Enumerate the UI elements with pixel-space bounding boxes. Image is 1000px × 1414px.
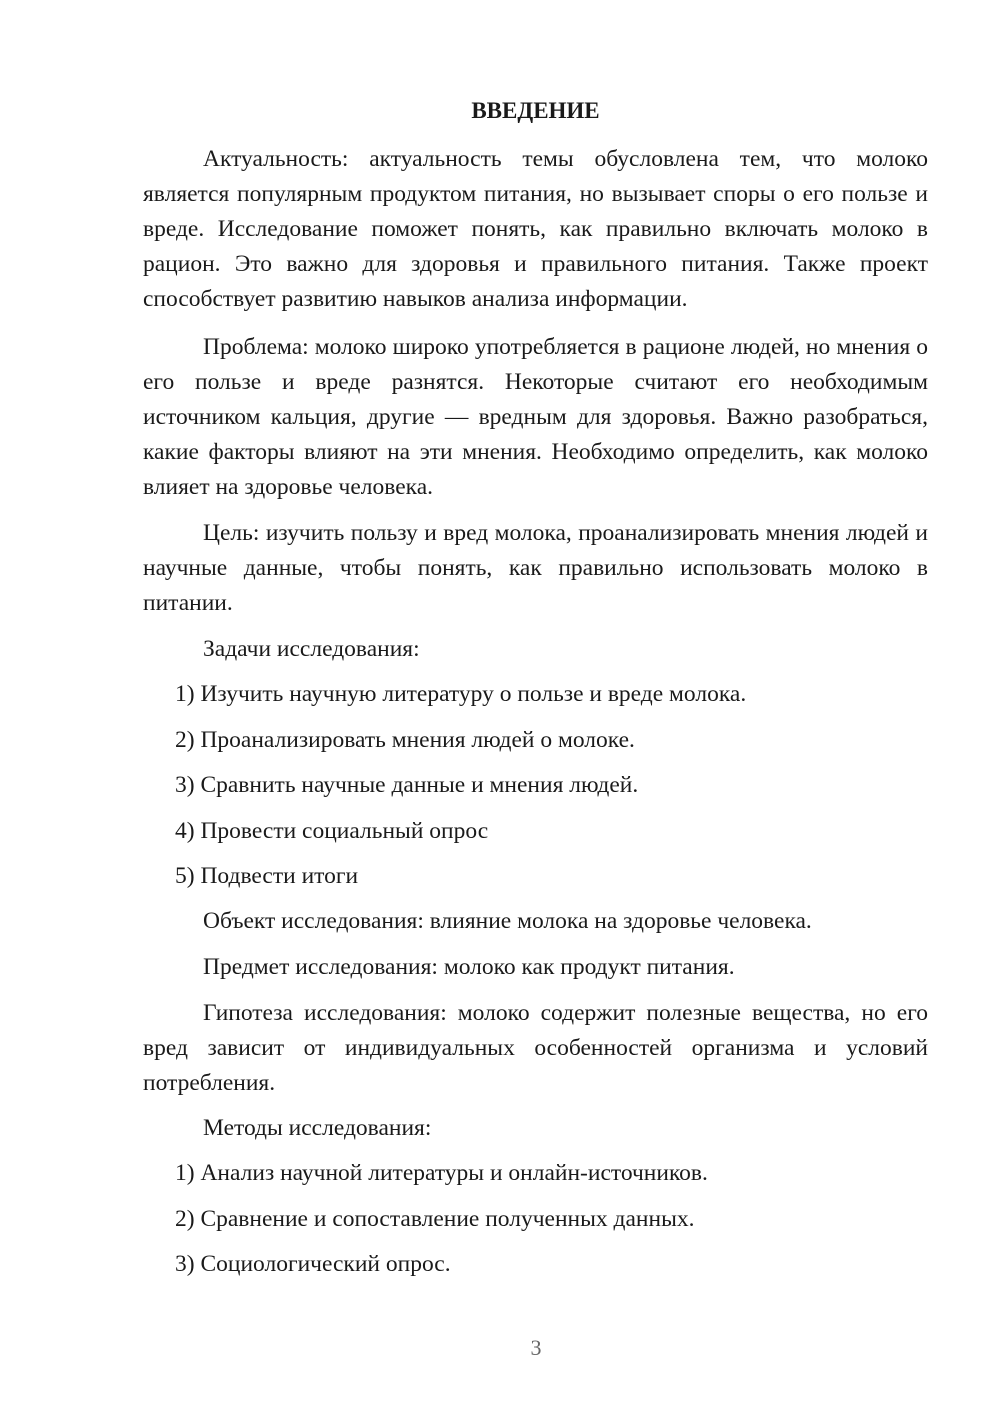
subject-line: Предмет исследования: молоко как продукт питания. bbox=[203, 954, 735, 980]
task-item: 2) Проанализировать мнения людей о молоке. bbox=[175, 727, 635, 753]
method-item: 3) Социологический опрос. bbox=[175, 1251, 451, 1277]
page-number: 3 bbox=[530, 1335, 542, 1360]
page-title: ВВЕДЕНИЕ bbox=[471, 98, 600, 123]
hypothesis-paragraph: Гипотеза исследования: молоко содержит полезные вещества, но его вред зависит от индивидуальных особенностей организма и условий потребления. bbox=[143, 1000, 928, 1096]
task-item: 3) Сравнить научные данные и мнения людей. bbox=[175, 772, 639, 798]
method-item: 2) Сравнение и сопоставление полученных данных. bbox=[175, 1206, 695, 1232]
goal-paragraph: Цель: изучить пользу и вред молока, проанализировать мнения людей и научные данные, чтобы понять, как правильно использовать молоко в питании. bbox=[143, 520, 928, 616]
methods-heading: Методы исследования: bbox=[203, 1115, 432, 1141]
method-item: 1) Анализ научной литературы и онлайн-источников. bbox=[175, 1160, 708, 1186]
task-item: 1) Изучить научную литературу о пользе и вреде молока. bbox=[175, 681, 747, 707]
relevance-paragraph: Актуальность: актуальность темы обусловлена тем, что молоко является популярным продуктом питания, но вызывает споры о его пользе и вреде. Исследование поможет понять, как правильно включать молоко в рацион. Это важно для здоровья и правильного питания. Также проект способствует развитию навыков анализа информации. bbox=[143, 146, 928, 312]
problem-paragraph: Проблема: молоко широко употребляется в рационе людей, но мнения о его пользе и вреде разнятся. Некоторые считают его необходимым источником кальция, другие — вредным для здоровья. Важно разобраться, какие факторы влияют на эти мнения. Необходимо определить, как молоко влияет на здоровье человека. bbox=[143, 334, 928, 500]
object-line: Объект исследования: влияние молока на здоровье человека. bbox=[203, 908, 812, 934]
task-item: 5) Подвести итоги bbox=[175, 863, 359, 889]
tasks-heading: Задачи исследования: bbox=[203, 636, 420, 662]
task-item: 4) Провести социальный опрос bbox=[175, 818, 489, 844]
